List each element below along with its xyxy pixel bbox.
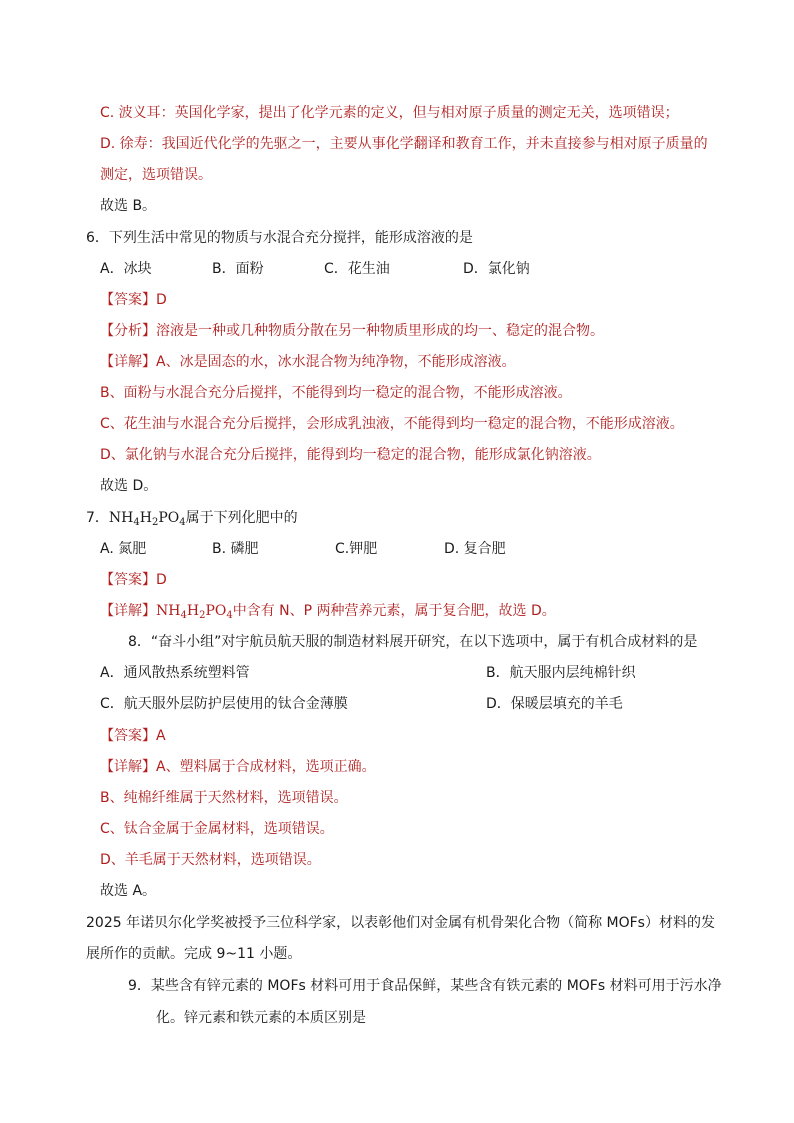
prev-option-d-explanation: D. 徐寿：我国近代化学的先驱之一，主要从事化学翻译和教育工作，并未直接参与相对原子质量的: [100, 136, 708, 152]
formula-subscript: 4: [133, 517, 140, 528]
q6-answer-value: D: [156, 292, 167, 308]
formula-part: NH: [156, 603, 181, 619]
intro-line-1: 2025 年诺贝尔化学奖被授予三位科学家，以表彰他们对金属有机骨架化合物（简称 MOFs）材料的发: [86, 915, 715, 931]
q8-detail-b: B、纯棉纤维属于天然材料，选项错误。: [100, 790, 348, 806]
answer-tag: 【答案】: [100, 292, 156, 308]
formula-part: H: [186, 603, 200, 619]
q7-option-a: A. 氮肥: [100, 541, 147, 557]
q6-option-c: C．花生油: [324, 261, 390, 277]
q7-number: 7．: [86, 510, 109, 526]
q6-detail-b: B、面粉与水混合充分后搅拌，不能得到均一稳定的混合物，不能形成溶液。: [100, 385, 572, 401]
q8-detail-a: A、塑料属于合成材料，选项正确。: [156, 759, 376, 775]
formula-part: NH: [108, 510, 134, 526]
q7-option-c: C.钾肥: [335, 541, 378, 557]
formula-part: PO: [158, 510, 180, 526]
q6-option-b: B．面粉: [212, 261, 264, 277]
formula-subscript: 4: [226, 610, 233, 621]
prev-option-d-explanation-cont: 测定，选项错误。: [100, 167, 212, 183]
q6-detail-c: C、花生油与水混合充分后搅拌，会形成乳浊液，不能得到均一稳定的混合物，不能形成溶液。: [100, 416, 684, 432]
q8-answer-value: A: [156, 728, 166, 744]
q7-detail-formula: [156, 603, 233, 619]
q7-answer-value: D: [156, 572, 167, 588]
q8-option-c: C．航天服外层防护层使用的钛合金薄膜: [100, 696, 348, 712]
formula-subscript: 4: [180, 610, 187, 621]
q6-answer: [100, 290, 167, 310]
q6-detail-a: A、冰是固态的水，冰水混合物为纯净物，不能形成溶液。: [156, 354, 516, 370]
prev-conclusion: 故选 B。: [100, 198, 157, 214]
q7-option-b: B. 磷肥: [212, 541, 259, 557]
q8-option-d: D．保暖层填充的羊毛: [486, 696, 623, 712]
q6-option-a: A．冰块: [100, 261, 152, 277]
q7-stem-text: 属于下列化肥中的: [185, 510, 298, 526]
formula-subscript: 2: [199, 610, 206, 621]
q6-stem: 6．下列生活中常见的物质与水混合充分搅拌，能形成溶液的是: [86, 230, 473, 246]
q6-analysis: [100, 321, 604, 341]
q9-stem-line-1: 9．某些含有锌元素的 MOFs 材料可用于食品保鲜，某些含有铁元素的 MOFs 材料可用于污水净: [128, 978, 722, 994]
detail-tag: 【详解】: [100, 603, 156, 619]
formula-subscript: 4: [179, 517, 186, 528]
q8-detail: [100, 757, 376, 777]
q7-detail-text: 中含有 N、P 两种营养元素，属于复合肥，故选 D。: [232, 603, 556, 619]
q7-option-d: D. 复合肥: [444, 541, 506, 557]
intro-line-2: 展所作的贡献。完成 9~11 小题。: [86, 946, 302, 962]
q6-detail-d: D、氯化钠与水混合充分后搅拌，能得到均一稳定的混合物，能形成氯化钠溶液。: [100, 447, 601, 463]
q8-answer: [100, 726, 166, 746]
analysis-tag: 【分析】: [100, 323, 156, 339]
q8-detail-c: C、钛合金属于金属材料，选项错误。: [100, 821, 334, 837]
q8-detail-d: D、羊毛属于天然材料，选项错误。: [100, 852, 321, 868]
detail-tag: 【详解】: [100, 759, 156, 775]
formula-part: H: [139, 510, 152, 526]
q7-formula: [109, 510, 186, 526]
q7-answer: [100, 570, 167, 590]
q6-detail: [100, 352, 516, 372]
q8-option-a: A．通风散热系统塑料管: [100, 665, 250, 681]
prev-option-c-explanation: C. 波义耳：英国化学家，提出了化学元素的定义，但与相对原子质量的测定无关，选项错误；: [100, 105, 679, 121]
answer-tag: 【答案】: [100, 572, 156, 588]
q6-analysis-text: 溶液是一种或几种物质分散在另一种物质里形成的均一、稳定的混合物。: [156, 323, 604, 339]
formula-subscript: 2: [151, 517, 159, 528]
q6-conclusion: 故选 D。: [100, 478, 158, 494]
q9-stem-line-2: 化。锌元素和铁元素的本质区别是: [156, 1010, 366, 1026]
q8-option-b: B．航天服内层纯棉针织: [486, 665, 636, 681]
formula-part: PO: [205, 603, 227, 619]
answer-tag: 【答案】: [100, 728, 156, 744]
q8-stem: 8．“奋斗小组”对宇航员航天服的制造材料展开研究，在以下选项中，属于有机合成材料的是: [128, 634, 698, 650]
q8-conclusion: 故选 A。: [100, 883, 157, 899]
detail-tag: 【详解】: [100, 354, 156, 370]
q6-option-d: D．氯化钠: [463, 261, 530, 277]
q7-detail: [100, 601, 556, 621]
q7-stem: [86, 508, 298, 528]
